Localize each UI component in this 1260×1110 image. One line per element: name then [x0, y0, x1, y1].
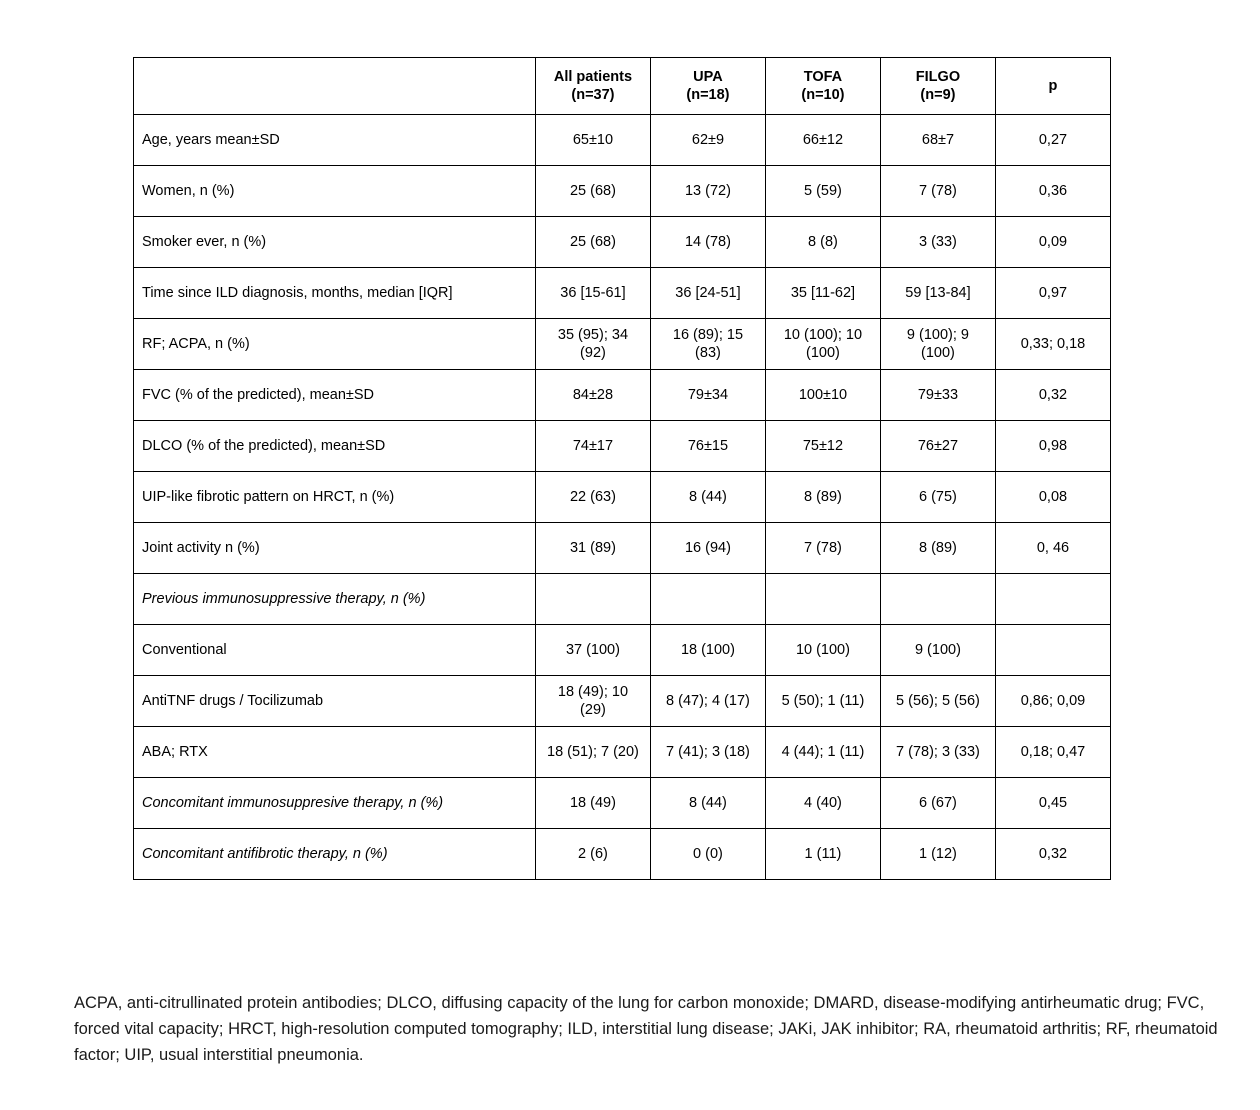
cell-upa: 16 (94)	[650, 523, 765, 574]
cell-upa: 13 (72)	[650, 166, 765, 217]
cell-all-patients: 31 (89)	[535, 523, 650, 574]
table-row	[134, 829, 1111, 880]
table-row	[134, 676, 1111, 727]
cell-filgo: 3 (33)	[880, 217, 995, 268]
row-label: Joint activity n (%)	[134, 523, 536, 574]
cell-filgo: 9 (100)	[880, 625, 995, 676]
row-label: DLCO (% of the predicted), mean±SD	[134, 421, 536, 472]
table-row	[134, 472, 1111, 523]
cell-p-value	[995, 574, 1110, 625]
cell-p-value: 0,36	[995, 166, 1110, 217]
column-header-row-label	[134, 58, 536, 115]
row-label: Concomitant antifibrotic therapy, n (%)	[134, 829, 536, 880]
cell-tofa: 10 (100); 10 (100)	[765, 319, 880, 370]
row-label: Women, n (%)	[134, 166, 536, 217]
cell-all-patients: 74±17	[535, 421, 650, 472]
cell-p-value: 0,08	[995, 472, 1110, 523]
table-header-row	[134, 58, 1111, 115]
cell-all-patients: 84±28	[535, 370, 650, 421]
column-header-all-patients-line1: All patients	[553, 68, 633, 85]
cell-filgo	[880, 574, 995, 625]
cell-filgo: 9 (100); 9 (100)	[880, 319, 995, 370]
cell-upa: 8 (44)	[650, 472, 765, 523]
table-row	[134, 166, 1111, 217]
row-label: AntiTNF drugs / Tocilizumab	[134, 676, 536, 727]
column-header-upa	[650, 58, 765, 115]
cell-tofa: 5 (50); 1 (11)	[765, 676, 880, 727]
cell-filgo: 76±27	[880, 421, 995, 472]
cell-tofa: 8 (89)	[765, 472, 880, 523]
row-label: Previous immunosuppressive therapy, n (%)	[134, 574, 536, 625]
table-row	[134, 778, 1111, 829]
cell-filgo: 7 (78); 3 (33)	[880, 727, 995, 778]
cell-tofa: 100±10	[765, 370, 880, 421]
cell-filgo: 7 (78)	[880, 166, 995, 217]
table-row	[134, 370, 1111, 421]
cell-p-value: 0, 46	[995, 523, 1110, 574]
cell-filgo: 79±33	[880, 370, 995, 421]
cell-all-patients: 2 (6)	[535, 829, 650, 880]
table-body	[134, 115, 1111, 880]
row-label: Smoker ever, n (%)	[134, 217, 536, 268]
cell-tofa: 66±12	[765, 115, 880, 166]
table-row	[134, 625, 1111, 676]
cell-upa: 36 [24-51]	[650, 268, 765, 319]
cell-p-value: 0,86; 0,09	[995, 676, 1110, 727]
column-header-filgo	[880, 58, 995, 115]
table-row	[134, 115, 1111, 166]
cell-all-patients: 35 (95); 34 (92)	[535, 319, 650, 370]
table-row	[134, 574, 1111, 625]
cell-upa: 18 (100)	[650, 625, 765, 676]
cell-tofa: 5 (59)	[765, 166, 880, 217]
cell-p-value: 0,45	[995, 778, 1110, 829]
column-header-tofa-line2: (n=10)	[801, 87, 845, 103]
cell-p-value: 0,18; 0,47	[995, 727, 1110, 778]
column-header-tofa	[765, 58, 880, 115]
cell-tofa: 4 (44); 1 (11)	[765, 727, 880, 778]
cell-p-value: 0,27	[995, 115, 1110, 166]
cell-tofa	[765, 574, 880, 625]
table-row	[134, 421, 1111, 472]
cell-tofa: 4 (40)	[765, 778, 880, 829]
table-row	[134, 319, 1111, 370]
column-header-upa-line1: UPA	[693, 68, 723, 85]
cell-upa: 62±9	[650, 115, 765, 166]
column-header-filgo-line2: (n=9)	[920, 87, 956, 103]
cell-tofa: 75±12	[765, 421, 880, 472]
cell-p-value: 0,97	[995, 268, 1110, 319]
cell-filgo: 6 (67)	[880, 778, 995, 829]
row-label: RF; ACPA, n (%)	[134, 319, 536, 370]
table-header	[134, 58, 1111, 115]
row-label: Conventional	[134, 625, 536, 676]
cell-tofa: 1 (11)	[765, 829, 880, 880]
characteristics-table-container	[133, 57, 1111, 880]
cell-all-patients: 65±10	[535, 115, 650, 166]
cell-upa: 14 (78)	[650, 217, 765, 268]
cell-upa: 79±34	[650, 370, 765, 421]
row-label: Concomitant immunosuppresive therapy, n (%)	[134, 778, 536, 829]
cell-p-value: 0,98	[995, 421, 1110, 472]
cell-filgo: 1 (12)	[880, 829, 995, 880]
cell-p-value: 0,32	[995, 370, 1110, 421]
column-header-p-value	[995, 58, 1110, 115]
cell-tofa: 7 (78)	[765, 523, 880, 574]
cell-p-value: 0,09	[995, 217, 1110, 268]
cell-upa: 76±15	[650, 421, 765, 472]
table-row	[134, 727, 1111, 778]
cell-upa: 16 (89); 15 (83)	[650, 319, 765, 370]
row-label: FVC (% of the predicted), mean±SD	[134, 370, 536, 421]
cell-p-value	[995, 625, 1110, 676]
cell-all-patients: 25 (68)	[535, 217, 650, 268]
row-label: ABA; RTX	[134, 727, 536, 778]
column-header-upa-line2: (n=18)	[686, 87, 730, 103]
cell-upa	[650, 574, 765, 625]
column-header-all-patients-line2: (n=37)	[571, 87, 615, 103]
cell-all-patients	[535, 574, 650, 625]
characteristics-table	[133, 57, 1111, 880]
cell-all-patients: 22 (63)	[535, 472, 650, 523]
cell-upa: 8 (44)	[650, 778, 765, 829]
cell-p-value: 0,32	[995, 829, 1110, 880]
cell-filgo: 5 (56); 5 (56)	[880, 676, 995, 727]
cell-filgo: 68±7	[880, 115, 995, 166]
table-row	[134, 217, 1111, 268]
cell-upa: 0 (0)	[650, 829, 765, 880]
column-header-tofa-line1: TOFA	[803, 68, 843, 85]
row-label: UIP-like fibrotic pattern on HRCT, n (%)	[134, 472, 536, 523]
column-header-all-patients	[535, 58, 650, 115]
cell-upa: 7 (41); 3 (18)	[650, 727, 765, 778]
cell-tofa: 10 (100)	[765, 625, 880, 676]
table-footnote: ACPA, anti-citrullinated protein antibodies; DLCO, diffusing capacity of the lung for carbon monoxide; DMARD, disease-modifying antirheumatic drug; FVC, forced vital capacity; HRCT, high-resolution computed tomography; ILD, interstitial lung disease; JAKi, JAK inhibitor; RA, rheumatoid arthritis; RF, rheumatoid factor; UIP, usual interstitial pneumonia.	[74, 994, 1218, 1065]
cell-tofa: 35 [11-62]	[765, 268, 880, 319]
cell-upa: 8 (47); 4 (17)	[650, 676, 765, 727]
cell-p-value: 0,33; 0,18	[995, 319, 1110, 370]
cell-filgo: 8 (89)	[880, 523, 995, 574]
row-label: Age, years mean±SD	[134, 115, 536, 166]
cell-all-patients: 18 (49); 10 (29)	[535, 676, 650, 727]
cell-all-patients: 18 (49)	[535, 778, 650, 829]
column-header-p-value-line1: p	[1048, 77, 1058, 94]
cell-all-patients: 25 (68)	[535, 166, 650, 217]
table-row	[134, 523, 1111, 574]
cell-tofa: 8 (8)	[765, 217, 880, 268]
row-label: Time since ILD diagnosis, months, median [IQR]	[134, 268, 536, 319]
column-header-filgo-line1: FILGO	[915, 68, 961, 85]
table-row	[134, 268, 1111, 319]
cell-all-patients: 37 (100)	[535, 625, 650, 676]
cell-all-patients: 18 (51); 7 (20)	[535, 727, 650, 778]
cell-filgo: 6 (75)	[880, 472, 995, 523]
cell-filgo: 59 [13-84]	[880, 268, 995, 319]
cell-all-patients: 36 [15-61]	[535, 268, 650, 319]
